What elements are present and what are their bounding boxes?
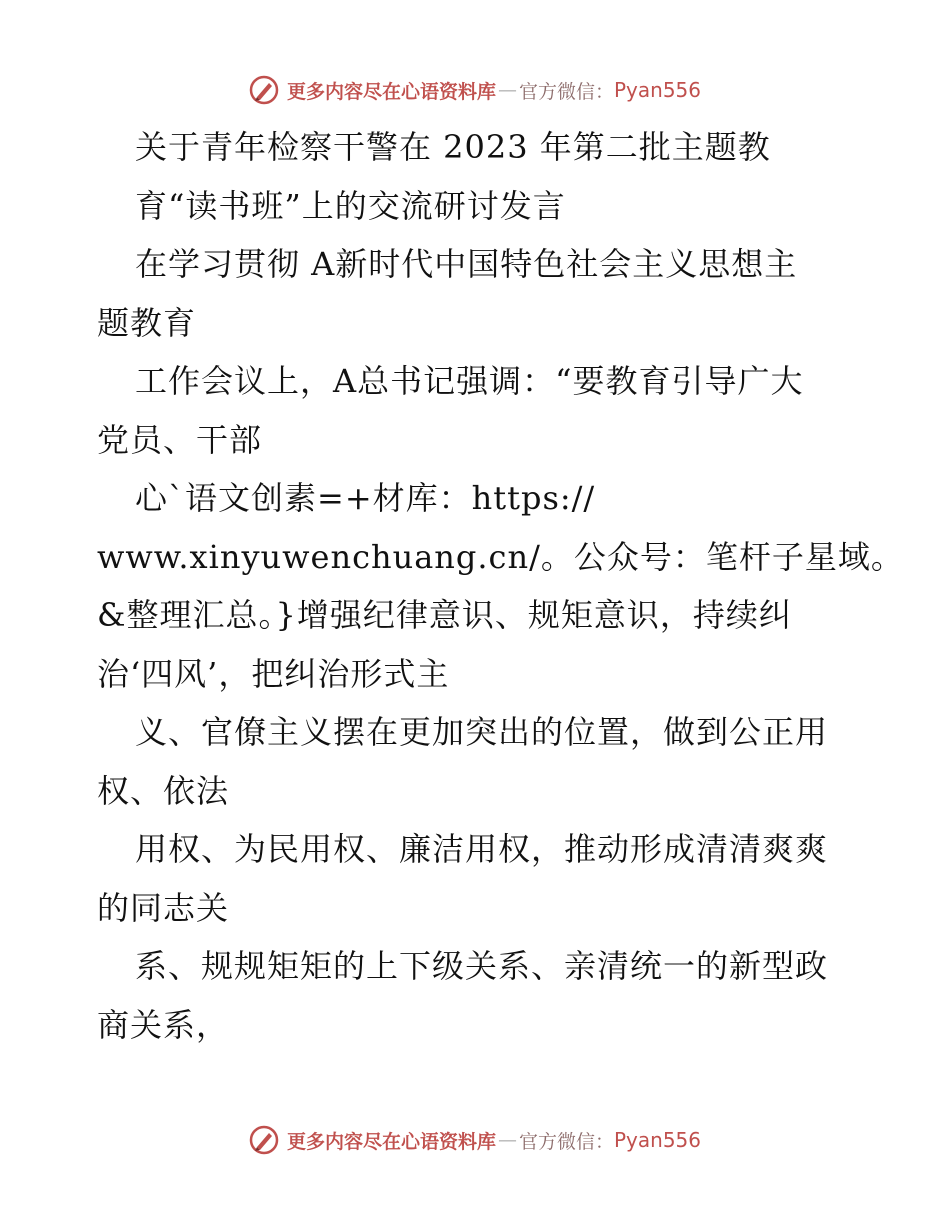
header-banner <box>0 70 950 110</box>
document-body <box>97 118 904 1054</box>
banner-label: 官方微信： <box>518 80 614 103</box>
banner-label: 官方微信： <box>518 1130 614 1153</box>
banner-wechat-id: Pyan556 <box>614 78 702 102</box>
body-line: 党员、干部 <box>97 420 263 459</box>
body-line: 系、规规矩矩的上下级关系、亲清统一的新型政 <box>135 947 829 985</box>
body-line: &整理汇总。}增强纪律意识、规矩意识，持续纠 <box>97 596 792 634</box>
body-line: 题教育 <box>97 303 197 342</box>
body-line: 商关系， <box>97 1005 230 1044</box>
body-line: 用权、为民用权、廉洁用权，推动形成清清爽爽 <box>135 830 829 868</box>
banner-separator: — <box>497 79 517 101</box>
body-line: 义、官僚主义摆在更加突出的位置，做到公正用 <box>135 713 829 751</box>
body-line: 心`语文创素=+材库：https:// <box>135 479 596 517</box>
doc-title-line-2: 育“读书班”上的交流研讨发言 <box>135 186 566 225</box>
footer-banner <box>0 1120 950 1160</box>
pen-logo-icon <box>249 1125 279 1155</box>
banner-text: 更多内容尽在心语资料库 <box>286 80 496 103</box>
body-line: 权、依法 <box>97 771 230 810</box>
body-line: 治‘四风’，把纠治形式主 <box>97 654 450 693</box>
body-line: 在学习贯彻 A新时代中国特色社会主义思想主 <box>135 245 798 283</box>
doc-title-line-1: 关于青年检察干警在 2023 年第二批主题教 <box>135 128 771 166</box>
body-line: 的同志关 <box>97 888 230 927</box>
banner-text: 更多内容尽在心语资料库 <box>286 1130 496 1153</box>
body-line: www.xinyuwenchuang.cn/。公众号：笔杆子星域。 <box>97 537 904 576</box>
pen-logo-icon <box>249 75 279 105</box>
banner-wechat-id: Pyan556 <box>614 1128 702 1152</box>
banner-separator: — <box>497 1129 517 1151</box>
body-line: 工作会议上，A总书记强调：“要教育引导广大 <box>135 362 804 400</box>
